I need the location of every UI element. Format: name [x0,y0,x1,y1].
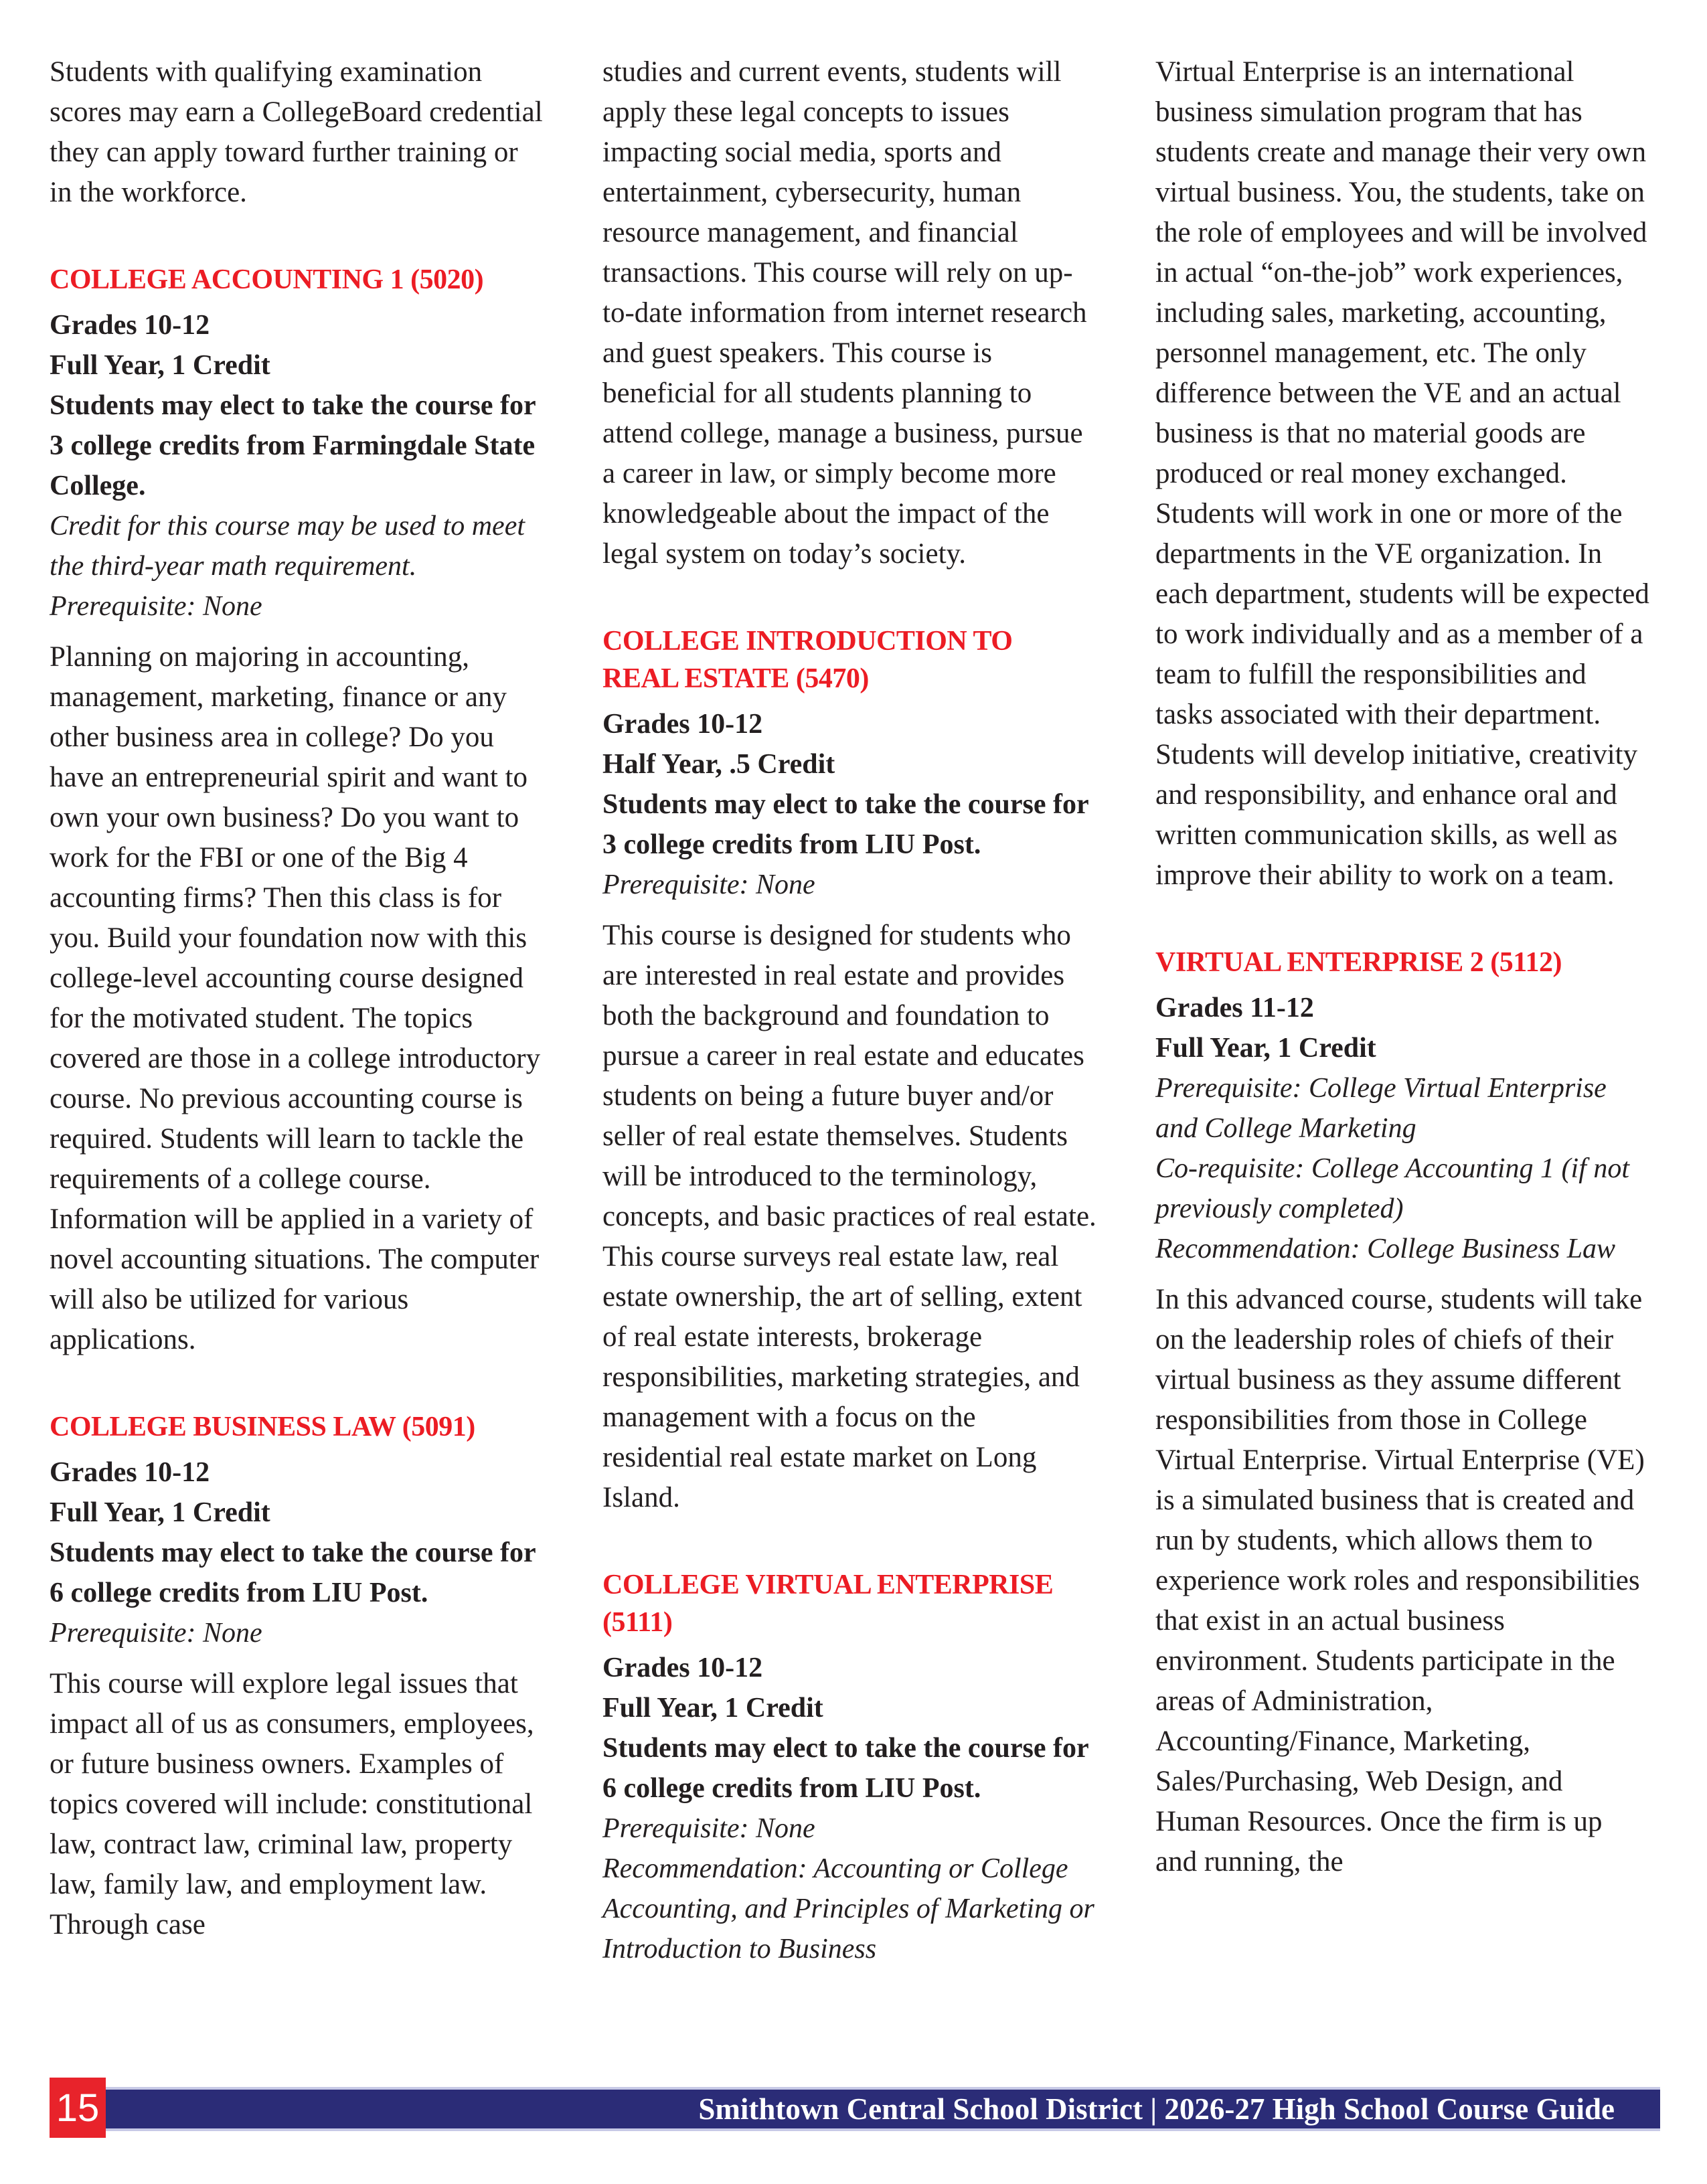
course-meta: Grades 10-12 [602,709,763,740]
course-requisite: Prerequisite: None [50,1618,262,1649]
course-description: Students with qualifying examination scores may earn a CollegeBoard credential they can apply toward further training or in the workforce. [50,56,543,208]
page-number-badge: 15 [50,2078,106,2138]
column-3 [1155,52,1651,1969]
course-meta: Students may elect to take the course for 3 college credits from Farmingdale State College. [50,390,536,501]
course-meta: Students may elect to take the course for 3 college credits from LIU Post. [602,789,1088,860]
course-title: VIRTUAL ENTERPRISE 2 (5112) [1155,947,1562,978]
course-meta: Grades 10-12 [50,1457,210,1488]
course-meta: Grades 10-12 [602,1653,763,1683]
footer-bar [104,2087,1660,2131]
course-title: COLLEGE VIRTUAL ENTERPRISE (5111) [602,1570,1054,1638]
course-meta: Grades 11-12 [1155,993,1314,1023]
course-requisite: Prerequisite: None [602,1813,815,1844]
course-requisite: Prerequisite: None [50,591,262,622]
course-meta: Full Year, 1 Credit [602,1693,823,1724]
course-requisite: Prerequisite: College Virtual Enterprise and College Marketing [1155,1073,1607,1144]
course-meta: Full Year, 1 Credit [1155,1033,1376,1064]
course-requisite: Recommendation: College Business Law [1155,1234,1616,1264]
column-1 [50,52,545,1969]
course-description: Virtual Enterprise is an international business simulation program that has students create and manage their very own virtual business. You, the students, take on the role of employees and will be involved in actual “on-the-job” work experiences, including sales, marketing, accounting, personnel management, etc. The only difference between the VE and an actual business is that no material goods are produced or real money exchanged. Students will work in one or more of the departments in the VE organization. In each department, students will be expected to work individually and as a member of a team to fulfill the responsibilities and tasks associated with their department. Students will develop initiative, creativity and responsibility, and enhance oral and written communication skills, as well as improve their ability to work on a team. [1155,56,1649,891]
course-meta: Students may elect to take the course for 6 college credits from LIU Post. [602,1733,1088,1804]
course-meta: Students may elect to take the course for 6 college credits from LIU Post. [50,1537,536,1608]
course-meta: Full Year, 1 Credit [50,1497,270,1528]
course-meta: Full Year, 1 Credit [50,350,270,381]
course-title: COLLEGE ACCOUNTING 1 (5020) [50,264,484,295]
course-requisite: Prerequisite: None [602,869,815,900]
course-description: Planning on majoring in accounting, management, marketing, finance or any other business area in college? Do you have an entrepreneurial spirit and want to own your own business? Do you want to work for the FBI or one of the Big 4 accounting firms? Then this class is for you. Build your foundation now with this college-level accounting course designed for the motivated student. The topics covered are those in a college introductory course. No previous accounting course is required. Students will learn to tackle the requirements of a college course. Information will be applied in a variety of novel accounting situations. The computer will also be utilized for various applications. [50,641,541,1355]
course-description: In this advanced course, students will take on the leadership roles of chiefs of their virtual business as they assume different responsibilities from those in College Virtual Enterprise. Virtual Enterprise (VE) is a simulated business that is created and run by students, which allows them to experience work roles and responsibilities that exist in an actual business environment. Students participate in the areas of Administration, Accounting/Finance, Marketing, Sales/Purchasing, Web Design, and Human Resources. Once the firm is up and running, the [1155,1284,1645,1877]
course-title: COLLEGE BUSINESS LAW (5091) [50,1412,475,1442]
course-requisite: Recommendation: Accounting or College Accounting, and Principles of Marketing or Introduction to Business [602,1853,1094,1964]
course-title: COLLEGE INTRODUCTION TO REAL ESTATE (5470) [602,626,1013,694]
course-meta: Grades 10-12 [50,310,210,341]
course-description: studies and current events, students will apply these legal concepts to issues impacting social media, sports and entertainment, cybersecurity, human resource management, and financial transactions. This course will rely on up-to-date information from internet research and guest speakers. This course is beneficial for all students planning to attend college, manage a business, pursue a career in law, or simply become more knowledgeable about the impact of the legal system on today’s society. [602,56,1087,570]
course-requisite: Credit for this course may be used to meet the third-year math requirement. [50,511,525,582]
course-description: This course will explore legal issues that impact all of us as consumers, employees, or future business owners. Examples of topics covered will include: constitutional law, contract law, criminal law, property law, family law, and employment law. Through case [50,1668,534,1940]
column-2 [602,52,1098,1969]
course-meta: Half Year, .5 Credit [602,749,835,780]
course-requisite: Co-requisite: College Accounting 1 (if not previously completed) [1155,1153,1630,1224]
course-description: This course is designed for students who are interested in real estate and provides both the background and foundation to pursue a career in real estate and educates students on being a future buyer and/or seller of real estate themselves. Students will be introduced to the terminology, concepts, and basic practices of real estate. This course surveys real estate law, real estate ownership, the art of selling, extent of real estate interests, brokerage responsibilities, marketing strategies, and management with a focus on the residential real estate market on Long Island. [602,920,1096,1513]
footer-text: Smithtown Central School District | 2026-27 High School Course Guide [698,2092,1615,2126]
